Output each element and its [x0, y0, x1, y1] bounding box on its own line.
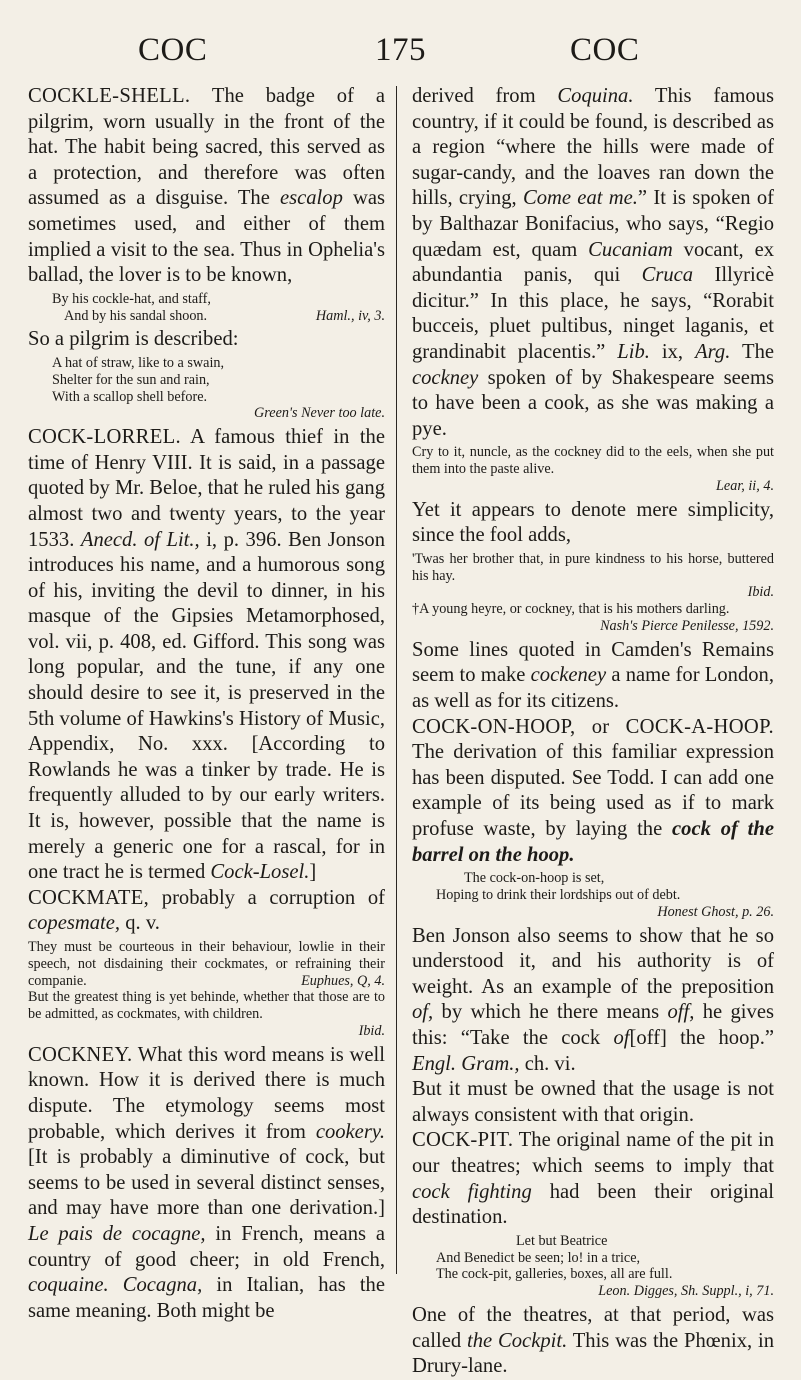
entry-cockmate — [28, 886, 385, 937]
quote-line: With a scallop shell before. — [52, 388, 208, 405]
quote-line: But the greatest thing is yet behinde, whether that those are to be admitted, as cockmates, with children. — [28, 989, 385, 1023]
italic-term: Come eat me. — [522, 187, 638, 210]
entry-text: probably a corruption of — [149, 886, 385, 909]
italic-term: Coquina. — [557, 85, 634, 107]
quote-line — [52, 308, 385, 325]
italic-term: cock of the barrel on the hoop. — [412, 818, 774, 866]
entry-text: ix, — [649, 340, 696, 363]
quote-line: 'Twas her brother that, in pure kindness to his horse, buttered his hay. — [412, 550, 774, 584]
italic-term: Cruca — [641, 264, 694, 287]
entry-text: in Italian, has the same meaning. Both might be — [28, 1274, 385, 1322]
entry-text: The original name of the pit in our theatres; which seems to imply that — [412, 1129, 774, 1177]
column-divider — [396, 86, 397, 1274]
entry-text: Ben Jonson also seems to show that he so understood it, and his authority is of weight. As an example of the preposition — [412, 924, 774, 998]
continuation-text: Yet it appears to denote mere simplicity, since the fool adds, — [412, 498, 774, 547]
quote-source: Ibid. — [747, 584, 774, 601]
entry-text: This famous country, if it could be found, is described as a region “where the hills were made of sugar-candy, and the loaves ran down the hills, crying, — [412, 85, 774, 210]
entry-cock-lorrel — [28, 425, 385, 886]
entry-text: was sometimes used, and either of them implied a visit to the sea. Thus in Ophelia's ballad, the lover is to be known, — [28, 187, 385, 287]
entry-cockney-continued — [412, 84, 774, 442]
quotation — [412, 444, 774, 494]
italic-term: Engl. Gram., — [412, 1052, 520, 1075]
entry-text: What this word means is well known. How it is derived there is much dispute. The etymology seems most probable, which derives it from — [28, 1043, 385, 1143]
italic-term: Cucaniam — [588, 238, 673, 261]
headword: COCKMATE, — [28, 886, 150, 909]
italic-term: cock fighting — [412, 1180, 532, 1203]
quotation — [412, 551, 774, 635]
quote-line: A hat of straw, like to a swain, — [52, 354, 225, 371]
continuation-text: So a pilgrim is described: — [28, 328, 239, 351]
entry-text: ch. vi. — [519, 1052, 576, 1075]
header-left-guideword: COC — [138, 32, 208, 68]
entry-text: vocant, ex abundantia panis, qui — [412, 238, 775, 287]
italic-term: of, — [412, 1001, 434, 1024]
quotation — [436, 870, 774, 920]
italic-term: cookery. — [315, 1120, 385, 1143]
headword: COCK-LORREL. — [28, 426, 181, 449]
quote-line: Cry to it, nuncle, as the cockney did to the eels, when she put them into the paste alive. — [412, 444, 774, 478]
italic-term: escalop — [279, 187, 343, 210]
entry-text: [off] the hoop.” — [629, 1026, 774, 1049]
quotation — [52, 291, 385, 325]
quote-source: Honest Ghost, p. 26. — [657, 903, 774, 920]
entry-cockle-shell — [28, 84, 385, 289]
italic-term: coquaine. Cocagna, — [28, 1274, 203, 1297]
continuation-text — [412, 924, 774, 1078]
entry-text: The derivation of this familiar expression has been disputed. See Todd. I can add one example of its being used as if to mark profuse waste, by laying the — [412, 741, 774, 841]
entry-text: ] — [309, 861, 317, 884]
entry-text: he gives this: “Take the cock — [412, 1001, 774, 1049]
entry-text: a name for London, as well as for its citizens. — [412, 664, 775, 713]
italic-term: Anecd. of Lit., — [80, 528, 200, 551]
quote-line — [28, 939, 385, 989]
entry-text: [It is probably a diminutive of cock, but seems to be used in several distinct senses, and may have more than one derivation.] — [28, 1146, 385, 1220]
italic-term: off, — [667, 1001, 695, 1024]
entry-text: A famous thief in the time of Henry VIII. It is said, in a passage quoted by Mr. Beloe, that he ruled his gang almost two and twenty years, to the year 1533. — [28, 426, 385, 551]
quote-line: Shelter for the sun and rain, — [52, 371, 210, 388]
header-right-guideword: COC — [570, 32, 640, 68]
italic-term: of — [613, 1026, 630, 1049]
headword: COCKLE-SHELL. — [28, 85, 191, 107]
quote-line-text: They must be courteous in their behaviour, lowlie in their speech, not disdaining their cockmates, or refraining their companie. — [28, 939, 385, 989]
italic-term: Lib. — [617, 340, 650, 363]
quote-source: Euphues, Q, 4. — [301, 972, 385, 989]
entry-text: derived from — [412, 85, 558, 107]
entry-text: q. v. — [120, 912, 160, 935]
quote-line-text: And by his sandal shoon. — [64, 307, 208, 324]
italic-term: Arg. — [695, 340, 731, 363]
quote-line: By his cockle-hat, and staff, — [52, 290, 211, 307]
italic-term: Cock-Losel. — [210, 861, 310, 884]
entry-text: by which he there means — [433, 1001, 668, 1024]
entry-text: One of the theatres, at that period, was called — [412, 1303, 774, 1352]
italic-term: cockney — [412, 366, 479, 389]
continuation-text — [412, 638, 774, 715]
quotation — [436, 1233, 774, 1300]
entry-cockney — [28, 1043, 385, 1325]
quote-source: Ibid. — [358, 1022, 385, 1039]
headword: COCKNEY. — [28, 1043, 133, 1066]
right-column — [412, 84, 774, 1380]
entry-text: i, p. 396. Ben Jonson introduces his name, and a humorous song of his, inviting the devil to dinner, in his masque of the Gipsies Metamorphosed, vol. vii, p. 408, ed. Gifford. This song was long popular, and the tune, if any one should desire to see it, is preserved in the 5th volume of Hawkins's History of Music, Appendix, No. xxx. [According to Rowlands he was a tinker by trade. He is frequently alluded to by our early writers. It is, however, possible that the name is merely a generic one for a rascal, for in one tract he is termed — [28, 528, 385, 884]
quote-line: The cock-pit, galleries, boxes, all are full. — [436, 1266, 673, 1283]
quote-source: Lear, ii, 4. — [716, 477, 774, 494]
entry-text: ” It is spoken of by Balthazar Bonifacius, who says, “Regio quædam est, quam — [412, 187, 774, 261]
entry-text: in French, means a country of good cheer; in old French, — [28, 1222, 385, 1271]
entry-text: had been their original destination. — [412, 1180, 774, 1229]
entry-cock-pit — [412, 1128, 774, 1230]
headword: COCK-PIT. — [412, 1129, 514, 1152]
running-header — [0, 30, 801, 70]
quote-source: Nash's Pierce Penilesse, 1592. — [600, 618, 774, 635]
entry-text: This was the Phœnix, in Drury-lane. — [412, 1329, 775, 1378]
continuation-text — [412, 1303, 774, 1380]
quotation — [28, 939, 385, 1040]
italic-term: cockeney — [530, 664, 607, 687]
headword: COCK-ON-HOOP, or COCK-A-HOOP. — [412, 715, 774, 738]
entry-text: The — [730, 340, 775, 363]
continuation-text: But it must be owned that the usage is not always consistent with that origin. — [412, 1078, 774, 1126]
quote-line: The cock-on-hoop is set, — [464, 870, 605, 887]
entry-cock-on-hoop — [412, 715, 774, 869]
quote-line: Let but Beatrice — [516, 1232, 608, 1249]
entry-text: The badge of a pilgrim, worn usually in the front of the hat. The habit being sacred, this served as a protection, and therefore was often assumed as a disguise. The — [28, 85, 385, 210]
italic-term: the Cockpit. — [467, 1329, 568, 1352]
quote-line: Hoping to drink their lordships out of debt. — [436, 887, 681, 904]
left-column — [28, 84, 385, 1324]
entry-text: Illyricè dicitur.” In this place, he says, “Rorabit bucceis, pluet pultibus, ninget laganis, et grandinabit placentis.” — [412, 264, 774, 363]
italic-term: Le pais de cocagne, — [28, 1222, 206, 1245]
italic-term: copesmate, — [28, 912, 121, 935]
quotation — [52, 355, 385, 422]
page-number: 175 — [375, 32, 426, 68]
quote-line: And Benedict be seen; lo! in a trice, — [436, 1249, 641, 1266]
quote-line: †A young heyre, or cockney, that is his mothers darling. — [412, 601, 730, 618]
quote-source: Green's Never too late. — [254, 405, 385, 422]
quote-source: Leon. Digges, Sh. Suppl., i, 71. — [598, 1283, 774, 1300]
quote-source: Haml., iv, 3. — [315, 307, 385, 324]
entry-text: spoken of by Shakespeare seems to have been a cook, as she was making a pye. — [412, 366, 774, 440]
entry-text: Some lines quoted in Camden's Remains seem to make — [412, 638, 774, 687]
